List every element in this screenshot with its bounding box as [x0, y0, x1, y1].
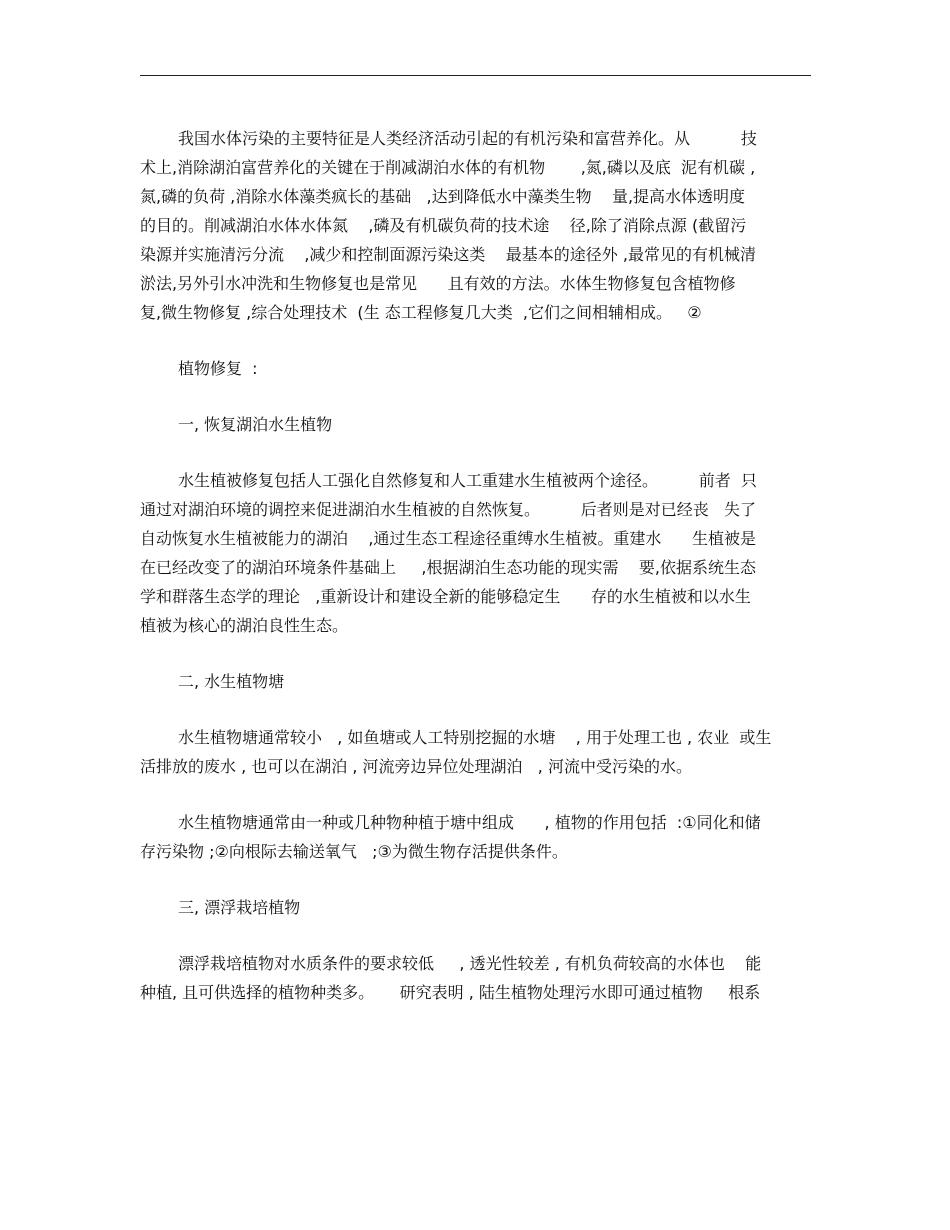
text-line: 的目的。削减湖泊水体水体氮 ,磷及有机碳负荷的技术途 径,除了消除点源 (截留污: [140, 216, 747, 235]
text-line: 复,微生物修复 ,综合处理技术 (生 态工程修复几大类 ,它们之间相辅相成。 ②: [140, 303, 702, 322]
plant-repair-heading: [140, 354, 811, 383]
text-line: 学和群落生态学的理论 ,重新设计和建设全新的能够稳定生 存的水生植被和以水生: [140, 587, 751, 606]
section-heading: 二, 水生植物塘: [178, 672, 285, 691]
text-line: 染源并实施清污分流 ,减少和控制面源污染这类 最基本的途径外 ,最常见的有机械清: [140, 245, 756, 264]
text-line: 通过对湖泊环境的调控来促进湖泊水生植被的自然恢复。 后者则是对已经丧 失了: [140, 500, 756, 519]
section-heading: 一, 恢复湖泊水生植物: [178, 415, 333, 434]
text-line: 活排放的废水 , 也可以在湖泊 , 河流旁边异位处理湖泊 , 河流中受污染的水。: [140, 757, 692, 776]
section-2-body-2: [140, 808, 811, 866]
section-heading: 三, 漂浮栽培植物: [178, 898, 301, 917]
section-3-heading: [140, 893, 811, 922]
section-heading: 植物修复 :: [178, 359, 258, 378]
document-body: [140, 124, 811, 1007]
section-3-body: [140, 949, 811, 1007]
section-1-heading: [140, 410, 811, 439]
text-line: 存污染物 ;②向根际去输送氧气 ;③为微生物存活提供条件。: [140, 842, 568, 861]
text-line: 种植, 且可供选择的植物种类多。 研究表明 , 陆生植物处理污水即可通过植物 根系: [140, 983, 761, 1002]
text-line: 自动恢复水生植被能力的湖泊 ,通过生态工程途径重缚水生植被。重建水 生植被是: [140, 529, 756, 548]
text-line: 水生植物塘通常较小 , 如鱼塘或人工特别挖掘的水塘 , 用于处理工也 , 农业 或生: [178, 728, 772, 747]
text-line: 漂浮栽培植物对水质条件的要求较低 , 透光性较差 , 有机负荷较高的水体也 能: [178, 954, 762, 973]
paragraph-intro: [140, 124, 811, 327]
section-2-heading: [140, 667, 811, 696]
text-line: 氮,磷的负荷 ,消除水体藻类疯长的基础 ,达到降低水中藻类生物 量,提高水体透明度: [140, 187, 746, 206]
text-line: 淤法,另外引水冲洗和生物修复也是常见 且有效的方法。水体生物修复包含植物修: [140, 274, 736, 293]
text-line: 水生植物塘通常由一种或几种物种植于塘中组成 , 植物的作用包括 :①同化和储: [178, 813, 761, 832]
text-line: 我国水体污染的主要特征是人类经济活动引起的有机污染和富营养化。从 技: [178, 129, 757, 148]
text-line: 水生植被修复包括人工强化自然修复和人工重建水生植被两个途径。 前者 只: [178, 471, 757, 490]
text-line: 术上,消除湖泊富营养化的关键在于削减湖泊水体的有机物 ,氮,磷以及底 泥有机碳 ,: [140, 158, 756, 177]
section-1-body: [140, 466, 811, 640]
text-line: 在已经改变了的湖泊环境条件基础上 ,根据湖泊生态功能的现实需 要,依据系统生态: [140, 558, 756, 577]
header-rule: [140, 75, 811, 76]
section-2-body-1: [140, 723, 811, 781]
text-line: 植被为核心的湖泊良性生态。: [140, 616, 349, 635]
